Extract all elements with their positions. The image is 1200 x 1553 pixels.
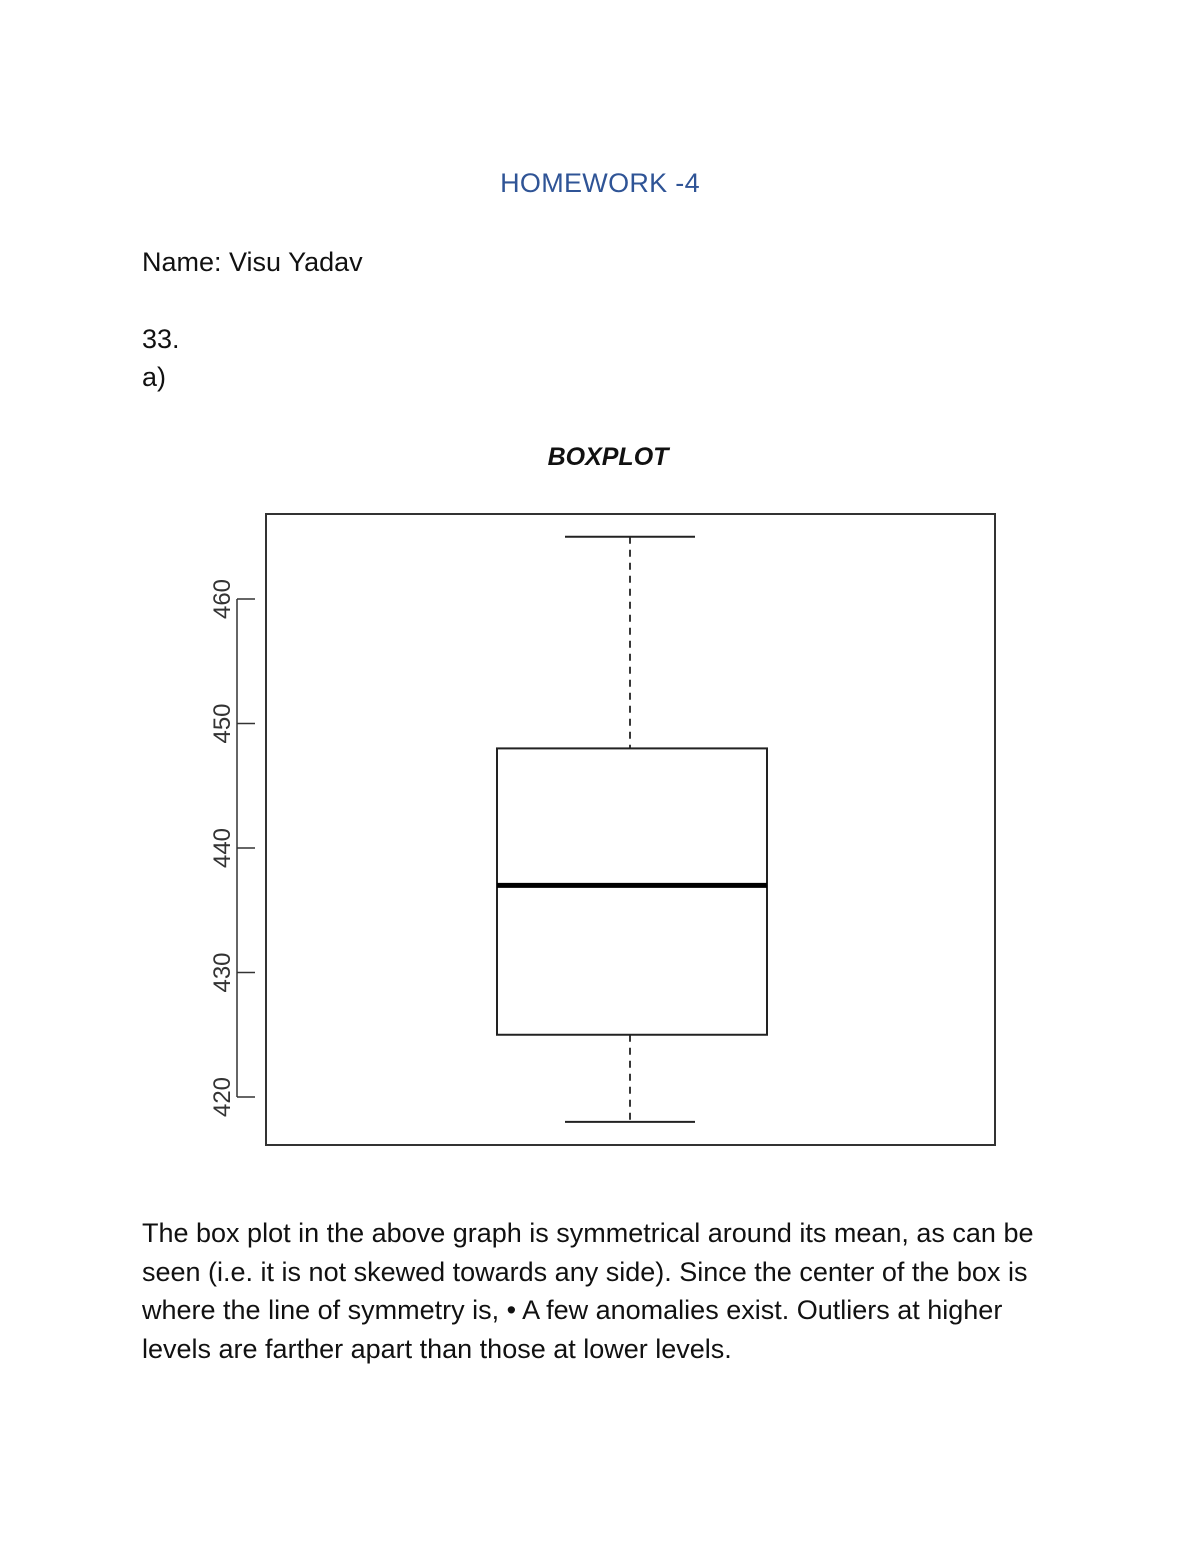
chart-title: BOXPLOT xyxy=(547,443,669,471)
question-part-label: a) xyxy=(142,362,167,392)
y-tick-label-440: 440 xyxy=(209,827,236,869)
page-title: HOMEWORK -4 xyxy=(500,168,700,198)
y-tick-label-450: 450 xyxy=(209,703,236,744)
iqr-box xyxy=(497,748,767,1034)
question-number: 33. xyxy=(142,324,180,354)
y-tick-label-420: 420 xyxy=(209,1076,236,1118)
boxplot-chart xyxy=(142,430,1062,1175)
student-name: Name: Visu Yadav xyxy=(142,247,363,277)
y-tick-label-430: 430 xyxy=(209,952,236,993)
answer-paragraph: The box plot in the above graph is symmetrical around its mean, as can be seen (i.e. it is not skewed towards any side). Since the center of the box is where the line of symmetry is, • A few anomalies exist. Outliers at higher levels are farther apart than those at lower levels. xyxy=(142,1218,1034,1364)
y-tick-label-460: 460 xyxy=(209,578,236,620)
boxplot-figure xyxy=(142,430,1062,1175)
